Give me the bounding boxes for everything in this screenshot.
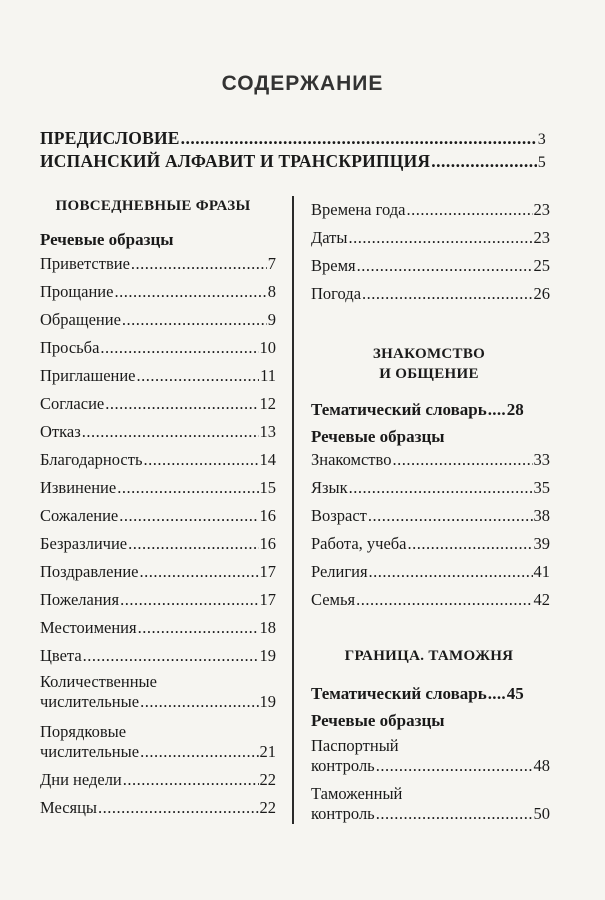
toc-entry-label: Язык [311,478,348,497]
toc-entry-thematic [311,400,554,420]
dot-leader [128,534,258,554]
toc-entry-label: Просьба [40,338,100,357]
toc-entry-label: Приглашение [40,366,136,385]
toc-entry-page: 10 [259,338,276,357]
column-divider [292,196,294,824]
toc-entry-page: 33 [533,450,550,469]
toc-entry [40,618,276,638]
toc-entry-page: 22 [259,770,276,789]
toc-entry-page: 21 [259,742,276,761]
dot-leader [356,590,532,610]
dot-leader [83,646,259,666]
toc-entry-label: Благодарность [40,450,143,469]
toc-entry-label: Месяцы [40,798,98,817]
toc-entry-page: 42 [533,590,550,609]
toc-entry-page: 28 [506,400,524,419]
toc-entry-page: 19 [259,646,276,665]
section-title-acquaintance: ЗНАКОМСТВО [372,346,486,362]
toc-entry [311,284,550,304]
toc-entry-label: Возраст [311,506,367,525]
toc-entry-page: 18 [259,618,276,637]
toc-entry-label: Время [311,256,356,275]
dot-leader [138,618,259,638]
toc-entry [40,562,276,582]
toc-entry-page: 22 [259,798,276,817]
dot-leader [488,400,506,420]
toc-entry [311,590,550,610]
dot-leader [98,798,258,818]
dot-leader [392,450,532,470]
toc-entry-label: контроль [311,804,375,823]
toc-entry-label: Знакомство [311,450,392,469]
toc-entry [40,506,276,526]
dot-leader [376,756,533,776]
toc-entry-label: Дни недели [40,770,122,789]
toc-entry-label: контроль [311,756,375,775]
toc-entry-label: Приветствие [40,254,130,273]
dot-leader [100,338,258,358]
dot-leader [82,422,259,442]
toc-entry [40,422,276,442]
toc-entry-label: Поздравление [40,562,139,581]
toc-entry-first-line: Таможенный [311,784,403,803]
toc-entry-page: 23 [533,200,550,219]
toc-entry-label: Тематический словарь [311,684,487,703]
toc-entry-page: 17 [259,590,276,609]
dot-leader [143,450,258,470]
dot-leader [406,200,532,220]
dot-leader [349,478,533,498]
dot-leader [348,228,532,248]
toc-entry [40,254,276,274]
toc-entry [40,338,276,358]
dot-leader [431,151,537,172]
toc-entry-label: Религия [311,562,368,581]
toc-entry-page: 25 [533,256,550,275]
toc-entry-page: 9 [267,310,276,329]
dot-leader [140,742,258,762]
dot-leader [119,506,258,526]
dot-leader [120,590,258,610]
toc-entry [311,534,550,554]
toc-entry-page: 3 [537,131,546,148]
toc-entry [311,562,550,582]
toc-entry [311,200,550,220]
toc-entry [311,228,550,248]
toc-entry-label: Семья [311,590,356,609]
toc-entry [40,394,276,414]
toc-entry [311,804,550,824]
dot-leader [105,394,258,414]
dot-leader [137,366,260,386]
toc-entry [40,692,276,712]
toc-entry [311,478,550,498]
toc-entry-page: 16 [259,506,276,525]
toc-entry-label: Прощание [40,282,114,301]
toc-entry-page: 13 [259,422,276,441]
subheading-speech-patterns: Речевые образцы [40,230,174,249]
toc-entry [40,478,276,498]
toc-entry-page: 8 [267,282,276,301]
toc-entry-page: 48 [533,756,550,775]
toc-entry-label: Времена года [311,200,406,219]
toc-entry [40,798,276,818]
toc-entry-label: Местоимения [40,618,137,637]
toc-entry-label: Согласие [40,394,105,413]
toc-entry-page: 38 [533,506,550,525]
toc-entry-preface [40,128,546,149]
toc-entry [40,534,276,554]
dot-leader [114,282,266,302]
page-title: СОДЕРЖАНИЕ [221,72,384,95]
dot-leader [369,562,533,582]
dot-leader [122,310,267,330]
toc-entry-page: 35 [533,478,550,497]
toc-entry [311,506,550,526]
toc-entry-thematic [311,684,554,704]
toc-entry-page: 14 [259,450,276,469]
toc-entry-first-line: Порядковые [40,722,127,741]
dot-leader [368,506,533,526]
dot-leader [408,534,533,554]
toc-entry-page: 15 [259,478,276,497]
toc-entry-page: 50 [533,804,550,823]
toc-entry-label: ПРЕДИСЛОВИЕ [40,128,180,148]
toc-entry-page: 23 [533,228,550,247]
toc-entry-label: Цвета [40,646,82,665]
toc-entry-label: Тематический словарь [311,400,487,419]
toc-entry-label: Работа, учеба [311,534,407,553]
toc-entry-label: Обращение [40,310,121,329]
dot-leader [376,804,533,824]
dot-leader [357,256,533,276]
toc-entry [311,756,550,776]
toc-entry-label: Сожаление [40,506,119,525]
toc-entry [311,450,550,470]
toc-entry-label: Даты [311,228,348,247]
dot-leader [488,684,506,704]
toc-entry-page: 17 [259,562,276,581]
toc-entry-page: 19 [259,692,276,711]
toc-entry-label: Погода [311,284,362,303]
dot-leader [123,770,259,790]
toc-entry-page: 11 [260,366,276,385]
toc-entry-label: числительные [40,742,140,761]
toc-entry-page: 39 [533,534,550,553]
toc-entry [40,742,276,762]
toc-entry-page: 45 [506,684,524,703]
section-title-border-customs: ГРАНИЦА. ТАМОЖНЯ [344,648,514,664]
toc-entry-page: 12 [259,394,276,413]
toc-entry-label: Безразличие [40,534,128,553]
toc-entry-label: числительные [40,692,140,711]
toc-entry [40,646,276,666]
toc-entry-page: 16 [259,534,276,553]
toc-entry-label: ИСПАНСКИЙ АЛФАВИТ И ТРАНСКРИПЦИЯ [40,151,431,171]
toc-entry [40,590,276,610]
dot-leader [140,692,258,712]
toc-entry [40,770,276,790]
subheading-speech-patterns: Речевые образцы [311,427,445,446]
toc-entry-page: 5 [537,154,546,171]
dot-leader [131,254,267,274]
toc-entry [40,366,276,386]
toc-entry-alphabet [40,151,546,172]
toc-entry-first-line: Паспортный [311,736,399,755]
dot-leader [117,478,258,498]
toc-entry-label: Отказ [40,422,81,441]
toc-entry [40,282,276,302]
section-title-everyday-phrases: ПОВСЕДНЕВНЫЕ ФРАЗЫ [55,198,251,214]
toc-entry-label: Пожелания [40,590,120,609]
section-title-acquaintance-line2: И ОБЩЕНИЕ [379,366,479,382]
toc-entry-page: 41 [533,562,550,581]
dot-leader [139,562,258,582]
toc-entry-label: Извинение [40,478,117,497]
dot-leader [362,284,532,304]
subheading-speech-patterns: Речевые образцы [311,711,445,730]
toc-entry-page: 26 [533,284,550,303]
toc-entry-page: 7 [267,254,276,273]
toc-entry [311,256,550,276]
toc-entry-first-line: Количественные [40,672,157,691]
toc-entry [40,310,276,330]
dot-leader [181,128,537,149]
toc-entry [40,450,276,470]
